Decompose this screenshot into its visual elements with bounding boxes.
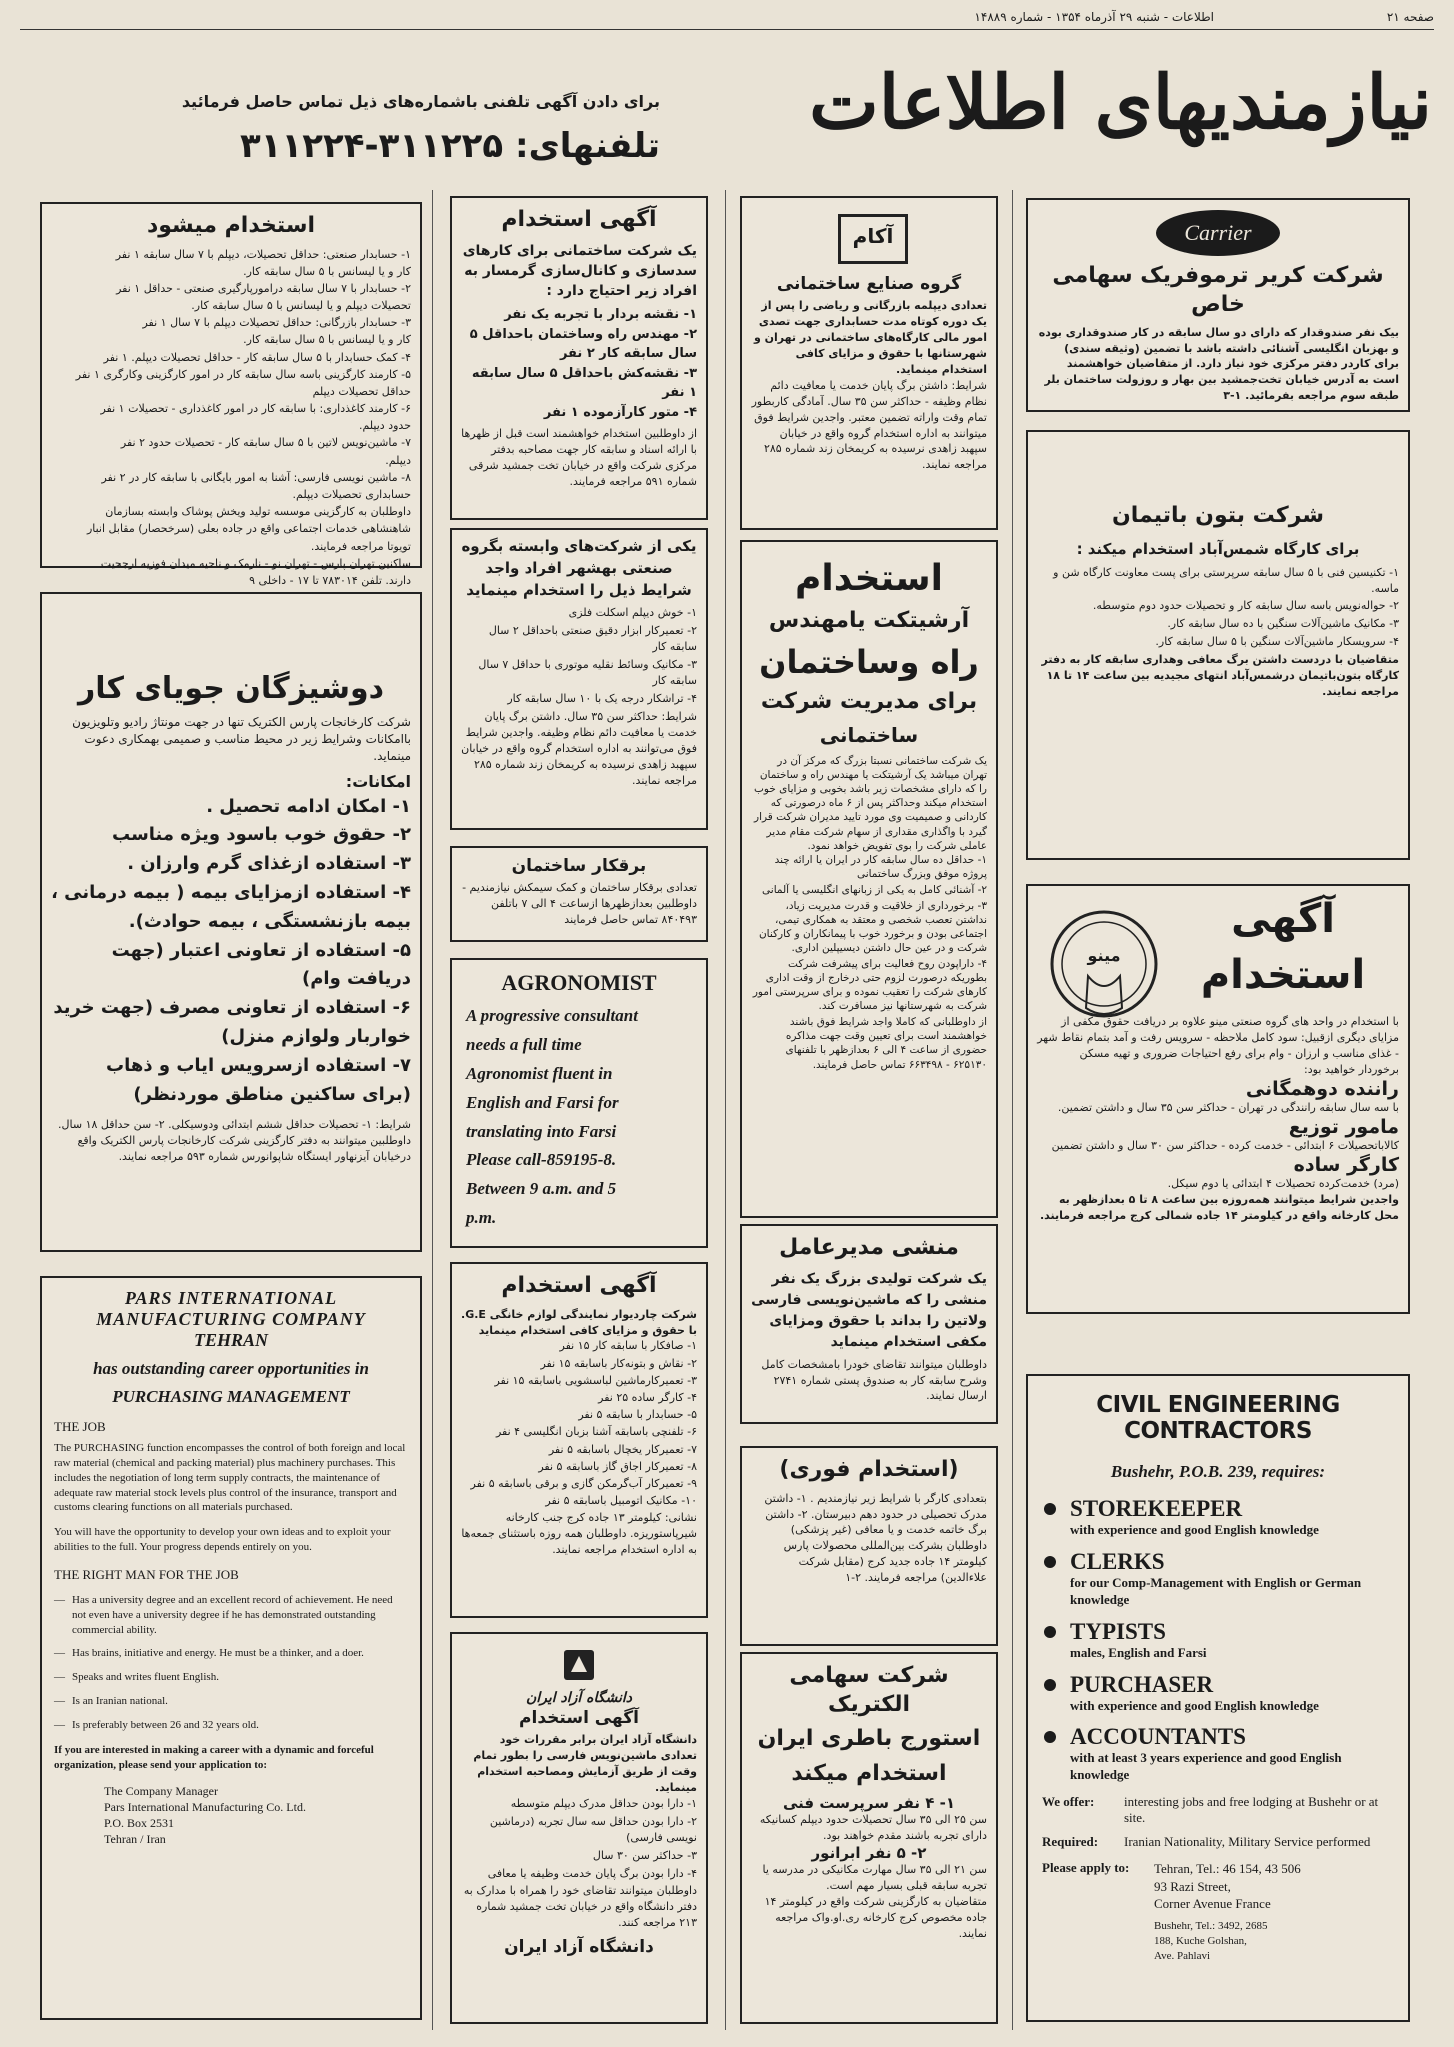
ad-title: AGRONOMIST [501,970,657,995]
job-title: TYPISTS [1070,1618,1166,1644]
ad-sub: آرشیتکت یامهندس [768,608,970,633]
position-item: ۶- تلفنچی باسابقه آشنا بزبان انگلیسی ۴ نفر [495,1425,697,1439]
ad-title: شرکت بتون باتیمان [1111,503,1325,528]
apply-line-1: Tehran, Tel.: 46 154, 43 506 [1154,1861,1301,1877]
ad-line: کار و یا لیسانس با ۵ سال سابقه کار. [243,333,411,347]
ad-sub-3: برای مدیریت شرکت [760,688,978,714]
position-item: ۳- مکانیک ماشین‌آلات سنگین با ده سال سابقه کار. [1167,617,1399,631]
ad-line: ساکنین تهران پارس - تهران نو - نارمک و ناحیه میدان فوزیه ارجحیت [100,556,411,570]
job-title: CLERKS [1070,1548,1165,1574]
ad-line: A progressive consultant [466,1006,638,1025]
position-item: ۴- تراشکار درجه یک با ۱۰ سال سابقه کار [507,691,697,705]
position-item: ۱- صافکار با سابقه کار ۱۵ نفر [559,1339,697,1353]
ad-footer: نشانی: کیلومتر ۱۳ جاده کرج جنب کارخانه شیرپاستوریزه. داوطلبان همه روزه باستثنای جمعه‌ها به اداره استخدام مراجعه نمایند. [461,1511,697,1557]
column-rule [725,190,726,2030]
dash-bullet-icon: — [54,1593,65,1606]
ad-line: Between 9 a.m. and 5 [466,1179,617,1199]
address-line: The Company Manager [104,1783,218,1798]
dash-bullet-icon: — [54,1647,65,1660]
ad-title: CIVIL ENGINEERING CONTRACTORS [1096,1392,1340,1444]
ad-title: دوشیزگان جویای کار [77,671,385,706]
role-laborer: کارگر ساده [1293,1153,1399,1176]
job-entry [1042,1496,1394,1539]
ad-title: آگهی استخدام [519,1708,639,1728]
ad-body: تعدادی دیپلمه بازرگانی و ریاضی را پس از یک دوره کوتاه مدت حسابداری جهت تصدی امور مالی کارگاه‌های ساختمانی در تهران و شهرستانها با حقوق و مزایای کافی استخدام مینماید. [753,299,987,376]
ad-body [466,1002,692,1233]
ad-sub-4: ساختمانی [819,723,919,748]
ad-hiring-accountants [40,202,422,587]
ad-line: ۵- کارمند کارگزینی باسه سال سابقه کار در امور کارگزینی وکارگری ۱ نفر [75,367,411,381]
facilities-title: امکانات: [345,771,411,791]
ad-footer: متقاضیان با دردست داشتن برگ معافی وهداری سابقه کار به دفتر کارگاه بتون‌باتیمان درشمس‌آباد انتهای مجیدیه بین ساعت ۱۴ تا ۱۸ مراجعه نمایند. [1041,653,1399,699]
ad-body: تعدادی برقکار ساختمان و کمک سیمکش نیازمندیم - داوطلبین بعدازظهرها ازساعت ۴ الی ۷ باتلفن ۸۴۰۴۹۳ تماس حاصل فرمایند [462,881,697,926]
ad-title: گروه صنایع ساختمانی [776,274,962,294]
ad-conditions: شرایط: داشتن برگ پایان خدمت یا معافیت دائم نظام وظیفه - حداکثر سن ۳۵ سال. آمادگی کاربطور تمام وقت واراته تضمین معتبر. واجدین شرایط فوق میتوانند به اداره استخدام گروه واقع در خیابان سپهبد زاهدی نرسیده به کریمخان زند شماره ۲۸۵ مراجعه نمایند. [751,378,987,472]
role-driver-text: با سه سال سابقه رانندگی در تهران - حداکثر سن ۳۵ سال و داشتن تضمین. [1057,1100,1399,1114]
ad-urgent-hiring [740,1446,998,1646]
ad-sub-2: راه وساختمان [759,642,979,681]
ad-title-2: استخدام [1200,952,1366,998]
contact-note: برای دادن آگهی تلفنی باشماره‌های ذیل تماس حاصل فرمائید [181,92,660,111]
job-entry [1042,1619,1394,1662]
job-title: ACCOUNTANTS [1070,1724,1246,1750]
position-1: ۱- ۴ نفر سرپرست فنی [783,1794,955,1813]
ad-footer: داوطلبان میتوانند تقاضای خود را همراه با مدارک به دفتر دانشگاه واقع در خیابان تخت جمشید شماره ۲۱۳ مراجعه کنند. [463,1884,697,1930]
role-laborer-text: (مرد) خدمت‌کرده تحصیلات ۴ ابتدائی یا دوم سیکل. [1167,1176,1399,1190]
job-description: males, English and Farsi [1070,1644,1207,1660]
role-distributor: مامور توزیع [1288,1115,1399,1138]
ad-title: آگهی [1231,896,1335,942]
requirements-list [751,853,987,1014]
requirement-item [54,1593,408,1638]
address-line: Tehran / Iran [104,1832,166,1847]
positions-list [1037,565,1399,651]
ad-architect-engineer [740,540,998,1218]
ad-ge-appliances [450,1262,708,1618]
university-name: دانشگاه آزاد ایران [525,1690,633,1706]
position-item: ۳- نقشه‌کش باحداقل ۵ سال سابقه ۱ نفر [471,365,697,401]
company-city: TEHRAN [193,1330,268,1350]
ad-footer: شرایط: حداکثر سن ۳۵ سال. داشتن برگ پایان خدمت یا معافیت دائم نظام وظیفه. واجدین شرایط فوق می‌توانند به اداره استخدام گروه واقع در خیابان سپهبد زاهدی نرسیده به کریمخان زند شماره ۲۸۵ مراجعه نمایند. [461,709,697,787]
position-item: ۴- کارگر ساده ۲۵ نفر [598,1390,697,1404]
required-row [1042,1834,1394,1850]
offer-label: We offer: [1042,1794,1095,1810]
apply-line-6: Ave. Pahlavi [1154,1949,1211,1962]
ad-line: حداقل تحصیلات دیپلم [312,384,411,398]
ad-pars-international [40,1276,422,2020]
ad-electrician [450,846,708,942]
requirement-text: Has a university degree and an excellent record of achievement. He need not even have a university degree if he has demonstrated outstanding commercial ability. [72,1593,393,1636]
ad-line: Please call-859195-8. [466,1150,617,1170]
ad-body: با استخدام در واحد های گروه صنعتی مینو علاوه بر دریافت حقوق مکفی از مزایای دیگری ازقبیل: سود کامل ملاحظه - سرویس رفت و آمد بتمام نقاط شهر - غذای مناسب و ارزان - وام برای رفع احتیاجات ضروری و تهیه مسکن برخوردار خواهید بود: [1037,1015,1399,1076]
facility-item: ۳- استفاده ازغذای گرم وارزان . [127,853,411,875]
position-item: ۱- نقشه بردار با تجربه یک نفر [504,307,697,323]
apply-line-2: 93 Razi Street, [1154,1878,1231,1894]
ad-conditions: شرایط: ۱- تحصیلات حداقل ششم ابتدائی ودوسیکلی. ۲- سن حداقل ۱۸ سال. داوطلبین میتوانند به دفتر کارگزینی شرکت کارخانجات پارس الکتریک واقع درخیابان آیزنهاور ایستگاه شاپوانورس شماره ۵۹۳ مراجعه نمایند. [58,1118,411,1164]
ad-akam-group [740,196,998,530]
bullet-icon [1044,1731,1056,1743]
ad-line: ۶- کارمند کاغذداری: با سابقه کار در امور کاغذداری - تحصیلات ۱ نفر [100,402,411,416]
ad-body [51,247,411,588]
apply-line-4: Bushehr, Tel.: 3492, 2685 [1154,1919,1268,1932]
ad-azad-university [450,1632,708,2024]
positions-list [461,1338,697,1508]
ad-line: تویوتا مراجعه فرمایند. [310,539,411,553]
akam-logo-text: آکام [852,224,894,248]
ad-title: استخدام [795,558,943,599]
facilities-list [51,793,411,1110]
job-description: with at least 3 years experience and good English knowledge [1070,1750,1342,1783]
bullet-icon [1044,1626,1056,1638]
requirement-item: ۳- حداکثر سن ۳۰ سال [592,1848,697,1862]
job-title: PURCHASER [1070,1671,1214,1697]
masthead: نیازمندیهای اطلاعات [809,60,1432,146]
position-item: ۸- تعمیرکار اجاق گاز باسابقه ۵ نفر [538,1459,697,1473]
position-2-text: سن ۲۱ الی ۳۵ سال مهارت مکانیکی در مدرسه یا تجربه سابقه قبلی بسیار مهم است. [762,1863,987,1893]
job-entry [1042,1724,1394,1784]
ad-title: آگهی استخدام [501,1273,657,1298]
bullet-icon [1044,1556,1056,1568]
ad-sub: برای کارگاه شمس‌آباد استخدام میکند : [1076,539,1360,558]
address-line: Pars International Manufacturing Co. Ltd. [104,1799,306,1814]
apply-line-5: 188, Kuche Golshan, [1154,1934,1247,1947]
position-item: ۴- متور کارآزموده ۱ نفر [543,404,697,420]
ad-footer: متقاضیان به کارگزینی شرکت واقع در کیلومتر ۱۴ جاده مخصوص کرج کارخانه ری.او.واک مراجعه نمایند. [764,1895,987,1940]
minoo-logo-icon [1048,908,1160,1026]
job-title: STOREKEEPER [1070,1496,1243,1521]
job-heading: THE JOB [54,1419,106,1434]
apply-text: If you are interested in making a career with a dynamic and forceful organization, please send your application to: [54,1743,374,1771]
column-rule [1012,190,1013,2030]
ad-carrier [1026,198,1410,412]
phone-numbers: تلفنهای: ۳۱۱۲۲۵-۳۱۱۲۲۴ [240,126,660,166]
ad-line: Agronomist fluent in [466,1063,613,1083]
position-item: ۱- تکنیسین فنی با ۵ سال سابقه سرپرستی برای پست معاونت کارگاه شن و ماسه. [1053,565,1399,595]
facility-item: ۵- استفاده از تعاونی اعتبار (جهت دریافت وام) [111,939,411,990]
ad-batiman-concrete [1026,430,1410,860]
requirement-item [54,1694,408,1709]
ad-line: ۸- ماشین نویسی فارسی: آشنا به امور بایگانی با سابقه کار در ۲ نفر [101,470,411,484]
page-header [20,8,1434,30]
ad-minoo-group [1026,884,1410,1314]
requirement-item: ۴- دارا بودن برگ پایان خدمت وظیفه یا معافی [487,1866,697,1880]
ad-footer: داوطلبان میتوانند تقاضای خودرا بامشخصات کامل وشرح سابقه کار به صندوق پستی شماره ۲۷۴۱ ارسال نمایند. [761,1357,987,1403]
department: PURCHASING MANAGEMENT [112,1387,350,1406]
ad-line: دیپلم. [385,453,411,467]
requirement-item: ۲- دارا بودن حداقل سه سال تجربه (درماشین نویسی فارسی) [489,1814,697,1844]
minoo-logo-text: مینو [1087,946,1121,965]
position-item: ۲- مهندس راه وساختمان باحداقل ۵ سال سابقه کار ۲ نفر [469,326,697,362]
apply-label: Please apply to: [1042,1860,1130,1876]
ad-young-women-jobs [40,592,422,1252]
ad-intro: شرکت کارخانجات پارس الکتریک تنها در جهت مونتاژ رادیو وتلویزیون باامکانات وشرایط زیر در محیط مناسب و صمیمی بهمکاری دعوت مینماید. [72,714,411,764]
column-rule [432,190,433,2030]
ad-line: شاهنشاهی خدمات اجتماعی واقع در جاده بعلی (سرخحصار) مقابل انبار [86,522,411,536]
ad-line: تحصیلات دیپلم و یا لیسانس با ۵ سال سابقه کار. [191,299,411,313]
page-number: صفحه ۲۱ [1386,10,1434,24]
required-text: Iranian Nationality, Military Service performed [1124,1834,1371,1850]
ad-lead: یک شرکت ساختمانی برای کارهای سدسازی و کانال‌سازی گرمسار به افراد زیر احتیاج دارد : [462,242,697,300]
ad-line: ۳- حسابدار بازرگانی: حداقل تحصیلات دیپلم با ۷ سال ۱ نفر [142,316,411,330]
ad-footer: از داوطلبانی که کاملا واجد شرایط فوق باشند خواهشمند است برای تعیین وقت جهت مذاکره حضوری از ساعت ۴ الی ۶ بعدازظهر با تلفنهای ۶۲۵۱۳۰ - ۶۶۳۴۹۸ تماس حاصل فرمایند. [785,1016,987,1071]
ad-title: شرکت سهامی الکتریک [789,1663,949,1717]
ad-footer: داوطلبان بشرکت بین‌المللی محصولات پارس کیلومتر ۱۴ جاده جدید کرج (مقابل شرکت علاءالدین) مراجعه فرمایند. ۲-۱ [783,1539,987,1585]
ad-line: حسابداری تحصیلات دیپلم. [292,488,411,501]
ad-line: داوطلبان به کارگزینی موسسه تولید ویخش پوشاک وابسته بسازمان [105,505,411,519]
positions-list [461,305,697,422]
requirement-item: ۴- داراپودن روح فعالیت برای پیشرفت شرکت بطوریکه درصورت لزوم حتی درخارج از وقت اداری کارهای شرکت را تعقیب نموده و برای سرپرستی امور شرکت به شهرستانها نیز مسافرت کند. [752,958,987,1013]
ad-body: بتعدادی کارگر با شرایط زیر نیازمندیم . ۱- داشتن مدرک تحصیلی در حدود دهم دبیرستان. ۲- داشتن برگ خاتمه خدمت و یا معافی (غیر پزشکی) [764,1491,987,1537]
ad-line: ۱- حسابدار صنعتی: حداقل تحصیلات، دیپلم با ۷ سال سابقه ۱ نفر [115,247,411,261]
position-item: ۲- حواله‌نویس باسه سال سابقه کار و تحصیلات حدود دوم متوسطه. [1092,599,1399,613]
position-item: ۳- تعمیرکارماشین لباسشویی باسابقه ۱۵ نفر [494,1373,697,1387]
right-man-heading: THE RIGHT MAN FOR THE JOB [54,1566,239,1582]
ad-body: بیک نفر صندوقدار که دارای دو سال سابقه در کار صندوقداری بوده و بهزبان انگلیسی آشنائی داشته باشد با تضمین (وثیقه سندی) برای کاردر دفتر مرکزی خود نیاز دارد. از متقاضیان خواهشمند است به آدرس خیابان تخت‌جمشید بین بهار و روزولت ساختمان بلر طبقه سوم مراجعه بفرمائید. ۱-۳ [1038,326,1399,402]
position-1-text: سن ۲۵ الی ۳۵ سال تحصیلات حدود دیپلم کسانیکه دارای تجربه باشند مقدم خواهند بود. [759,1813,987,1843]
requirement-item [54,1670,408,1685]
job-text: The PURCHASING function encompasses the control of both foreign and local raw material (chemical and packing material) plus machinery purchases. This includes the negotiation of long term supply contracts, the maintenance of adequate raw material stock levels plus control of the insurance, transport and customs clearing functions on all materials purchased. [54,1442,406,1514]
requirement-item [54,1718,408,1733]
ad-sub-2: استخدام میکند [791,1760,947,1786]
job-description: with experience and good English knowledge [1070,1522,1319,1537]
facility-item: ۱- امکان ادامه تحصیل . [206,795,411,817]
ad-construction-company [450,196,708,520]
requirement-item: ۱- دارا بودن حداقل مدرک دیپلم متوسطه [510,1796,697,1810]
job-description: for our Comp-Management with English or German knowledge [1070,1574,1362,1607]
ad-line: کار و یا لیسانس با ۵ سال سابقه کار. [243,264,411,278]
position-2: ۲- ۵ نفر ابرانور [811,1844,927,1863]
apply-line-3: Corner Avenue France [1154,1896,1271,1912]
requirement-item [54,1646,408,1661]
role-driver: راننده دوهمگانی [1245,1077,1399,1100]
ad-title: شرکت کریر ترموفریک سهامی خاص [1052,263,1384,317]
facility-item: ۶- استفاده از تعاونی مصرف (جهت خرید خواربار ولوازم منزل) [53,997,411,1048]
job-entry [1042,1549,1394,1609]
ad-body: دانشگاه آزاد ایران برابر مقررات خود تعدادی ماشین‌نویس فارسی را بطور تمام وقت از طریق آزمایش ومصاحبه استخدام مینماید. [473,1733,697,1794]
address-line: P.O. Box 2531 [104,1815,175,1830]
requirement-text: Is preferably between 26 and 32 years old. [72,1718,259,1731]
ad-ceo-secretary [740,1224,998,1424]
ad-title: آگهی استخدام [501,207,657,232]
facility-item: ۲- حقوق خوب باسود ویژه مناسب [112,824,411,846]
ad-civil-engineering [1026,1374,1410,2022]
ad-agronomist [450,958,708,1248]
ad-sub: Bushehr, P.O.B. 239, requires: [1110,1462,1326,1481]
ad-title: برقکار ساختمان [511,856,647,876]
requirement-item: ۲- آشنائی کامل به یکی از زبانهای انگلیسی یا آلمانی [762,883,987,896]
job-description: with experience and good English knowledge [1070,1697,1319,1713]
ad-line: ۲- حسابدار با ۷ سال سابقه درامورپارگیری صنعتی - حداقل ۱ نفر [116,281,411,295]
requirement-text: Speaks and writes fluent English. [72,1671,219,1684]
role-distributor-text: کالاباتحصیلات ۶ ابتدائی - خدمت کرده - حداکثر سن ۳۰ سال و داشتن تضمین [1051,1138,1399,1152]
address-block [104,1783,408,1848]
requirement-item: ۱- حداقل ده سال سابقه کار در ایران یا ارائه چند پروژه موفق وبزرگ ساختمانی [774,853,987,880]
dash-bullet-icon: — [54,1671,65,1684]
requirement-text: Has brains, initiative and energy. He must be a thinker, and a doer. [72,1647,364,1660]
facility-item: ۴- استفاده ازمزایای بیمه ( بیمه درمانی ، بیمه بازنشستگی ، بیمه حوادث). [51,882,411,932]
requirement-item: ۳- برخورداری از خلاقیت و قدرت مدیریت زیاد، نداشتن تعصب شخصی و معتقد به همکاری تیمی، اجتماعی بودن و برخورد خوب با پیمانکاران و کارکنان شرکت و در عین حال داشتن دیسیپلین اداری. [758,899,987,954]
offer-text: interesting jobs and free lodging at Bushehr or at site. [1124,1794,1379,1826]
company-name: PARS INTERNATIONAL [124,1288,338,1308]
position-item: ۱۰- مکانیک اتومبیل باسابقه ۵ نفر [545,1494,697,1508]
requirement-text: Is an Iranian national. [72,1695,168,1708]
ad-behshahr-group [450,528,708,830]
ad-line: English and Farsi for [466,1092,619,1112]
university-logo-icon [556,1646,602,1686]
ad-line: translating into Farsi [466,1121,617,1141]
jobs-list [1042,1496,1394,1784]
facility-item: ۷- استفاده ازسرویس ایاب و ذهاب (برای ساکنین مناطق موردنظر) [106,1054,411,1105]
ad-body: یک شرکت ساختمانی نسبتا بزرگ که مرکز آن در تهران میباشد یک آرشیتکت یا مهندس راه و ساختمان را که دارای مشخصات زیر باشد بخوبی و مزایای خوب استخدام میکند وحداکثر پس از ۶ ماه درصورتی که کاردانی و صمیمیت وی مورد تایید مدیران شرکت قرار گیرد با واگذاری مقداری از سهام شرکت مقام مدیر عاملی شرکت را بوی تفویض خواهد نمود. [754,755,987,852]
akam-logo [838,214,908,264]
offer-row [1042,1794,1394,1826]
ad-line: needs a full time [466,1034,582,1054]
ad-footer: واجدین شرایط میتوانند همه‌روزه بین ساعت ۸ تا ۵ بعدازظهر به محل کارخانه واقع در کیلومتر ۱۴ جاده شمالی کرج مراجعه فرمایند. [1039,1192,1399,1222]
requirements-list [461,1796,697,1882]
issue-line: اطلاعات - شنبه ۲۹ آذرماه ۱۳۵۴ - شماره ۱۴۸۸۹ [974,10,1214,24]
position-item: ۳- مکانیک وسائط نقلیه موتوری با حداقل ۷ سال سابقه کار [478,658,697,687]
ad-title: منشی مدیرعامل [779,1235,959,1260]
dash-bullet-icon: — [54,1695,65,1708]
ad-signature: دانشگاه آزاد ایران [504,1937,654,1958]
ad-lead: شرکت چاردیوار نمایندگی لوازم خانگی G.E. با حقوق و مزایای کافی استخدام مینماید [461,1307,697,1337]
bullet-icon [1044,1503,1056,1515]
apply-row [1042,1860,1394,1963]
position-item: ۲- نقاش و بتونه‌کار باسابقه ۱۵ نفر [540,1356,697,1370]
ad-battery-company [740,1652,998,2024]
company-name-2: MANUFACTURING COMPANY [96,1309,366,1329]
positions-list [461,605,697,707]
position-item: ۵- حسابدار با سابقه ۵ نفر [578,1408,697,1422]
dash-bullet-icon: — [54,1718,65,1731]
ad-title: یکی از شرکت‌های وابسته بگروه صنعتی بهشهر افراد واجد شرایط ذیل را استخدام مینماید [461,537,697,599]
university-logo [461,1646,697,1690]
ad-sub: استورج باطری ایران [757,1726,981,1752]
position-item: ۹- تعمیرکار آب‌گرمکن گازی و برقی باسابقه ۵ نفر [470,1476,697,1490]
position-item: ۲- تعمیرکار ابزار دقیق صنعتی باحداقل ۲ سال سابقه کار [488,624,697,654]
ad-line: حدود دیپلم. [358,419,411,433]
tagline: has outstanding career opportunities in [93,1359,369,1378]
job-text-2: You will have the opportunity to develop your own ideas and to exploit your abilities to the full. Your progress depends entirely on you. [54,1526,391,1554]
ad-line: دارند. تلفن ۷۸۳۰۱۴ تا ۱۷ - داخلی ۹ [249,573,411,587]
position-item: ۱- خوش دیپلم اسکلت فلزی [568,606,697,620]
ad-line: p.m. [466,1208,497,1228]
position-item: ۴- سرویسکار ماشین‌آلات سنگین با ۵ سال سابقه کار. [1155,635,1399,649]
ad-footer: از داوطلبین استخدام خواهشمند است قبل از ظهرها با ارائه اسناد و سابقه کار جهت مصاحبه بدفتر مرکزی شرکت واقع در خیابان تخت جمشید شرقی شماره ۵۹۱ مراجعه فرمایند. [461,427,697,489]
minoo-logo [1048,908,1160,1026]
ad-line: ۴- کمک حسابدار با ۵ سال سابقه کار - حداقل تحصیلات دیپلم. ۱ نفر [103,350,411,364]
requirements-list [54,1593,408,1733]
ad-title: (استخدام فوری) [779,1457,959,1482]
carrier-logo: Carrier [1156,210,1280,256]
ad-line: ۷- ماشین‌نویس لاتین با ۵ سال سابقه کار - تحصیلات حدود ۲ نفر [120,436,411,450]
job-entry [1042,1672,1394,1715]
ad-body: یک شرکت تولیدی بزرگ یک نفر منشی را که ماشین‌نویسی فارسی ولاتین را بداند با حقوق ومزایای مکفی استخدام مینماید [751,1270,987,1350]
ad-title: استخدام میشود [146,213,316,238]
position-item: ۷- تعمیرکار یخچال باسابقه ۵ نفر [548,1442,697,1456]
required-label: Required: [1042,1834,1099,1850]
bullet-icon [1044,1679,1056,1691]
